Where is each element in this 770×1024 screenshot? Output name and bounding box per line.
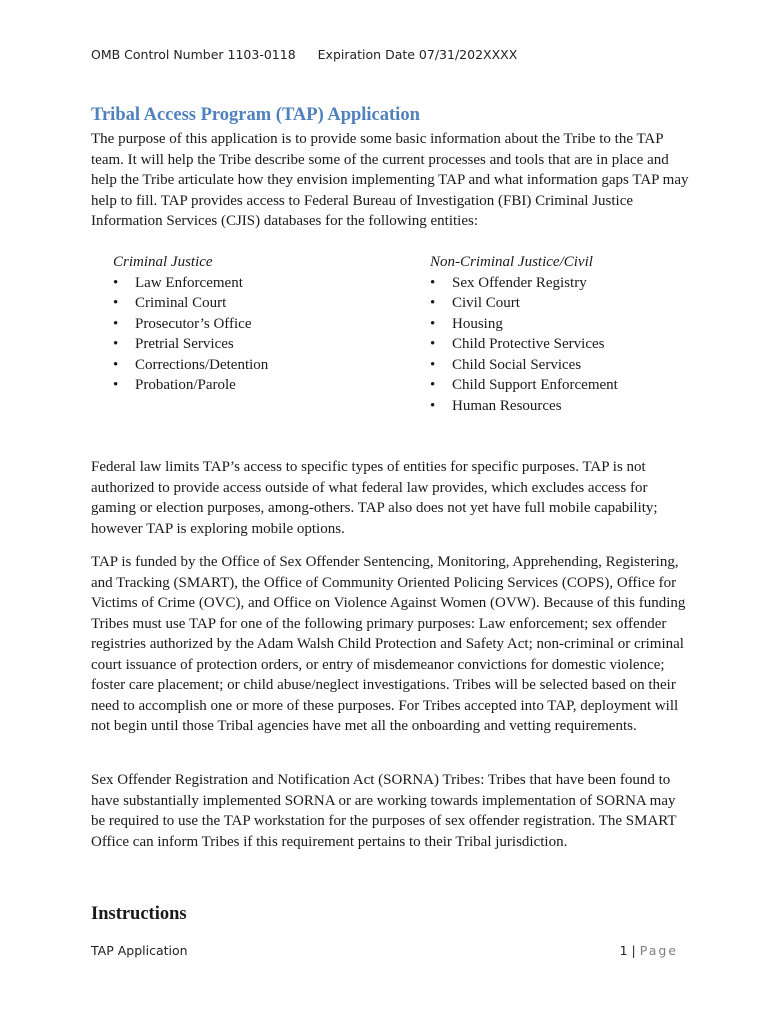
footer-page-number <box>620 943 678 958</box>
omb-control-number: OMB Control Number 1103-0118 <box>91 47 296 62</box>
list-item: • Criminal Court <box>113 293 268 314</box>
footer-doc-title: TAP Application <box>91 943 188 958</box>
page-number: 1 <box>619 943 628 958</box>
list-item: • Prosecutor’s Office <box>113 314 268 335</box>
list-item: • Human Resources <box>430 396 618 417</box>
list-item: • Sex Offender Registry <box>430 273 618 294</box>
list-item: • Child Protective Services <box>430 334 618 355</box>
list-item: • Civil Court <box>430 293 618 314</box>
sorna-paragraph: Sex Offender Registration and Notification Act (SORNA) Tribes: Tribes that have been found to have substantially implemented SORNA or are working towards implementation of SORNA may be required to use the TAP workstation for the purposes of sex offender registration. The SMART Office can inform Tribes if this requirement pertains to their Tribal jurisdiction. <box>91 772 677 850</box>
list-item: • Law Enforcement <box>113 273 268 294</box>
page-header <box>91 47 517 62</box>
criminal-justice-heading: Criminal Justice <box>113 254 213 270</box>
list-item: • Child Support Enforcement <box>430 375 618 396</box>
non-criminal-justice-list <box>430 252 618 416</box>
list-item: • Child Social Services <box>430 355 618 376</box>
funding-paragraph: TAP is funded by the Office of Sex Offender Sentencing, Monitoring, Apprehending, Registering, and Tracking (SMART), the Office of Community Oriented Policing Services (COPS), Office for Victims of Crime (OVC), and Office on Violence Against Women (OVW). Because of this funding Tribes must use TAP for one of the following primary purposes: Law enforcement; sex offender registries authorized by the Adam Walsh Child Protection and Safety Act; non-criminal or criminal court issuance of protection orders, or entry of misdemeanor convictions for domestic violence; foster care placement; or child abuse/neglect investigations. Tribes will be selected based on their need to accomplish one or more of these purposes. For Tribes accepted into TAP, deployment will not begin until those Tribal agencies have met all the onboarding and vetting requirements. <box>91 554 686 734</box>
list-item: • Housing <box>430 314 618 335</box>
intro-paragraph: The purpose of this application is to provide some basic information about the Tribe to the TAP team. It will help the Tribe describe some of the current processes and tools that are in place and help the Tribe articulate how they envision implementing TAP and what information gaps TAP may help to fill. TAP provides access to Federal Bureau of Investigation (FBI) Criminal Justice Information Services (CJIS) databases for the following entities: <box>91 131 689 229</box>
criminal-justice-list <box>113 252 268 396</box>
page-title: Tribal Access Program (TAP) Application <box>91 105 420 125</box>
page-separator: | <box>631 943 636 958</box>
page-label: Page <box>639 943 678 958</box>
list-item: • Probation/Parole <box>113 375 268 396</box>
instructions-heading: Instructions <box>91 904 187 924</box>
list-item: • Pretrial Services <box>113 334 268 355</box>
federal-law-paragraph: Federal law limits TAP’s access to specific types of entities for specific purposes. TAP is not authorized to provide access outside of what federal law provides, which excludes access for gaming or election purposes, among-others. TAP also does not yet have full mobile capability; however TAP is exploring mobile options. <box>91 459 658 537</box>
list-item: • Corrections/Detention <box>113 355 268 376</box>
expiration-date: Expiration Date 07/31/202XXXX <box>317 47 518 62</box>
non-criminal-justice-heading: Non-Criminal Justice/Civil <box>430 254 593 270</box>
